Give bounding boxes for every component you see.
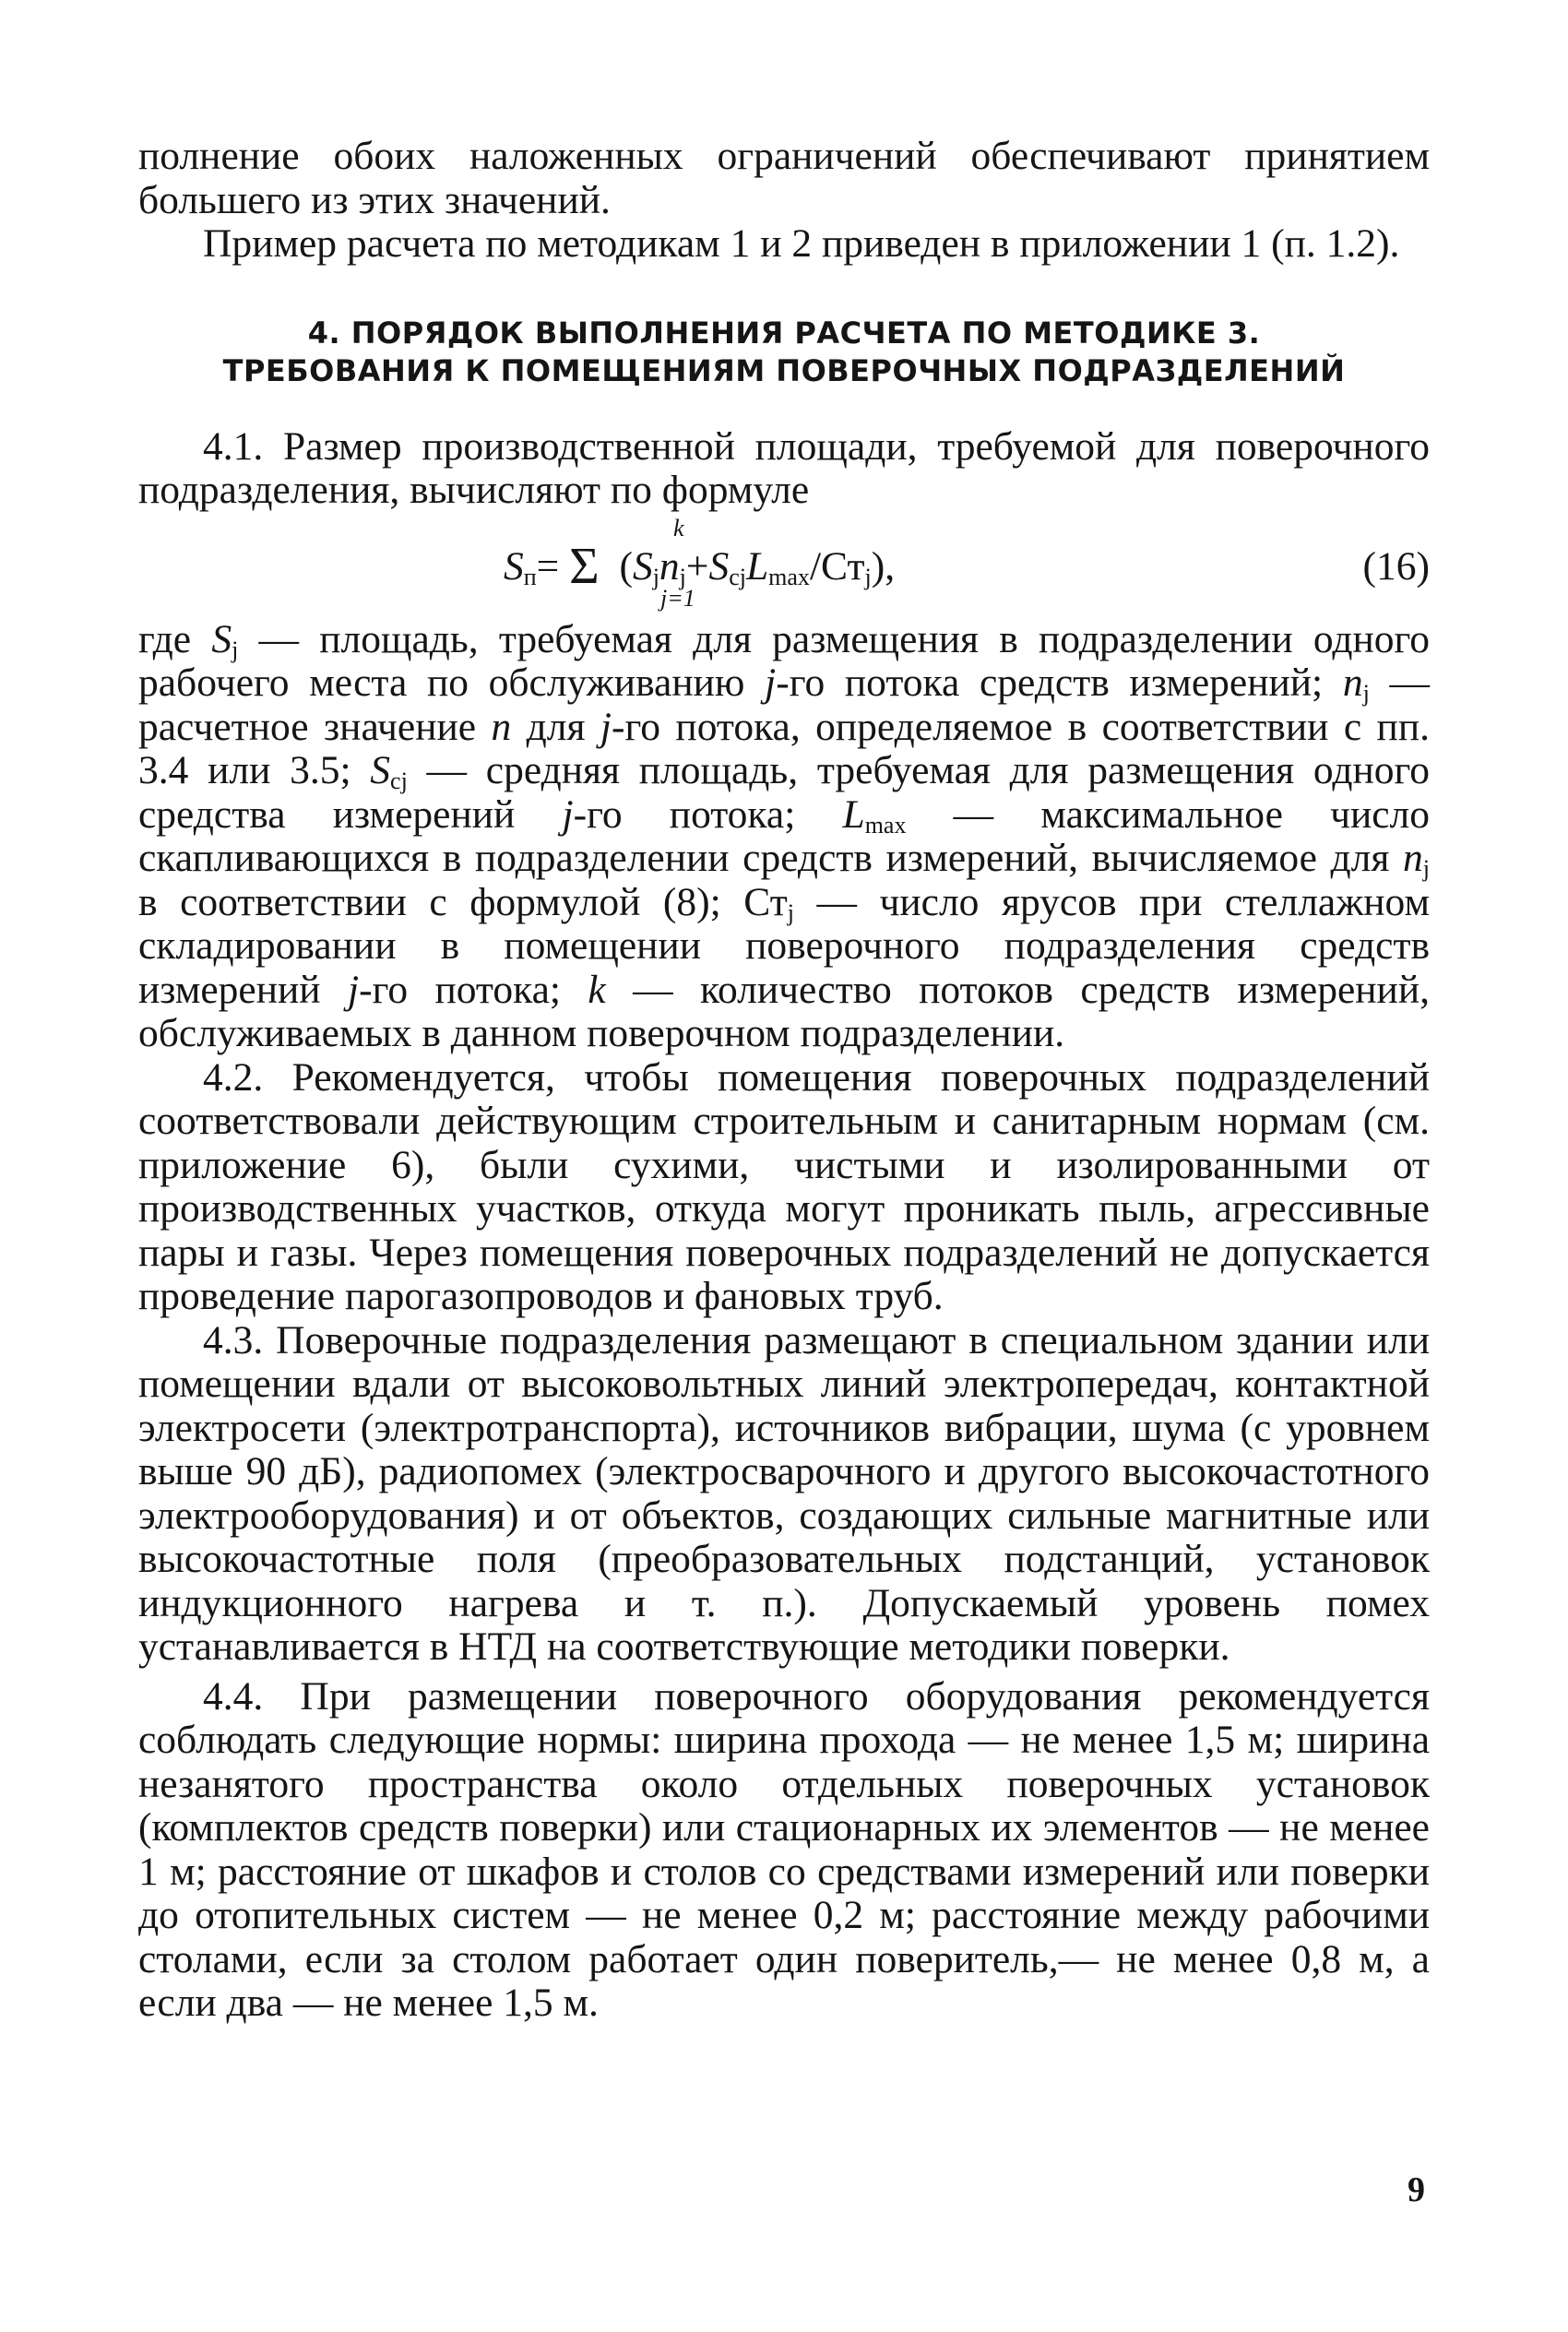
formula-16 (138, 514, 1430, 618)
var-k: k (588, 967, 606, 1012)
formula-term-n-sub: j (679, 563, 686, 590)
var-n: n (1403, 836, 1423, 880)
where-text: где (138, 616, 212, 661)
var-j: j (600, 704, 612, 749)
var-n: n (1342, 660, 1363, 705)
sum-upper-limit: k (673, 514, 684, 541)
section-heading (138, 315, 1430, 390)
var-l: L (842, 791, 865, 837)
formula-term-ct-sub: j (864, 563, 872, 590)
paragraph-4-3: 4.3. Поверочные подразделения размещают в специальном здании или помещении вдали от высоковольтных линий электропередач, контактной электросети (электротранспорта), источников вибрации, шума (с уровнем выше 90 дБ), радиопомех (электросварочного и другого высокочастотного электрооборудования) и от объектов, создающих сильные магнитные или высокочастотные поля (преобразовательных подстанций, установок индукционного нагрева и т. п.). Допускаемый уровень помех устанавливается в НТД на соответствующие методики поверки. (138, 1317, 1430, 1669)
var-j: j (765, 660, 777, 705)
var-s: S (211, 616, 232, 661)
var-s: S (370, 748, 391, 792)
paragraph-4-1: 4.1. Размер производственной площади, требуемой для поверочного подразделения, вычисляют по формуле (138, 423, 1430, 512)
where-text: в соответствии с формулой (8); (138, 879, 744, 924)
formula-lhs-sub: п (523, 563, 537, 590)
where-text: -го потока средств измерений; (776, 660, 1343, 705)
where-text: — площадь, требуемая для размещения в подразделении одного рабочего места по обслуживанию (138, 616, 1430, 705)
intro-paragraph-2: Пример расчета по методикам 1 и 2 приведен в приложении 1 (п. 1.2). (203, 221, 1400, 266)
where-text: для (511, 704, 600, 749)
where-text: -го потока, определяемое в соответствии с пп. 3.4 или 3.5; (138, 704, 1430, 792)
where-text: — средняя площадь, требуемая для размещения одного средства измерений (138, 748, 1430, 837)
var-sub: cj (390, 767, 408, 794)
formula-term-l: L (745, 543, 769, 589)
formula-term-sc: S (708, 543, 730, 589)
where-text: — количество потоков средств измерений, обслуживаемых в данном поверочном подразделении. (138, 967, 1430, 1055)
formula-term-n: n (659, 543, 680, 589)
var-ct: Ст (743, 879, 788, 924)
sum-lower-limit: j=1 (660, 584, 695, 612)
where-text: -го потока; (573, 791, 843, 837)
var-sub: max (864, 811, 907, 839)
var-sub: j (787, 898, 794, 926)
var-j: j (347, 967, 360, 1012)
where-text: — число ярусов при стеллажном складировании в помещении поверочного подразделения средств измерений (138, 879, 1430, 1012)
where-text: — максимальное число скапливающихся в подразделении средств измерений, вычисляемое для (138, 791, 1430, 880)
paragraph-4-2: 4.2. Рекомендуется, чтобы помещения поверочных подразделений соответствовали действующим строительным и санитарным нормам (см. приложение 6), были сухими, чистыми и изолированными от производственных участков, откуда могут проникать пыль, агрессивные пары и газы. Через помещения поверочных подразделений не допускается проведение парогазопроводов и фановых труб. (138, 1054, 1430, 1318)
formula-term-s: S (632, 543, 653, 589)
page-number: 9 (1408, 2171, 1425, 2209)
formula-lhs: S (504, 543, 524, 589)
var-sub: j (232, 636, 239, 663)
section-heading-line-1: 4. ПОРЯДОК ВЫПОЛНЕНИЯ РАСЧЕТА ПО МЕТОДИКЕ 3. (307, 315, 1261, 351)
var-sub: j (1362, 680, 1370, 707)
formula-term-l-sub: max (768, 563, 810, 590)
formula-term-ct: Ст (821, 543, 865, 589)
var-j: j (562, 791, 574, 837)
section-heading-line-2: ТРЕБОВАНИЯ К ПОМЕЩЕНИЯМ ПОВЕРОЧНЫХ ПОДРАЗДЕЛЕНИЙ (222, 352, 1346, 388)
sigma-symbol: Σ (569, 537, 600, 595)
formula-term-s-sub: j (652, 563, 659, 590)
where-text: — расчетное значение (138, 660, 1430, 749)
formula-term-sc-sub: cj (729, 563, 746, 590)
paragraph-4-4: 4.4. При размещении поверочного оборудования рекомендуется соблюдать следующие нормы: ширина прохода — не менее 1,5 м; ширина незанятого пространства около отдельных поверочных установок (комплектов средств поверки) или стационарных их элементов — не менее 1 м; расстояние от шкафов и столов со средствами измерений или поверки до отопительных систем — не менее 0,2 м; расстояние между рабочими столами, если за столом работает один поверитель,— не менее 0,8 м, а если два — не менее 1,5 м. (138, 1673, 1430, 2025)
formula-number: (16) (1362, 543, 1430, 589)
formula-expression: $S_п= \Sigma$ $(S_jn_j+S_{cj}L_{max}/Ст_j)$, (504, 537, 896, 595)
intro-paragraph-1: полнение обоих наложенных ограничений обеспечивают принятием большего из этих значений. (138, 134, 1430, 222)
page-body (138, 135, 1430, 2026)
formula-explanation (138, 618, 1430, 1056)
var-sub: j (1422, 855, 1430, 882)
var-n: n (491, 704, 512, 749)
where-text: -го потока; (359, 967, 588, 1012)
